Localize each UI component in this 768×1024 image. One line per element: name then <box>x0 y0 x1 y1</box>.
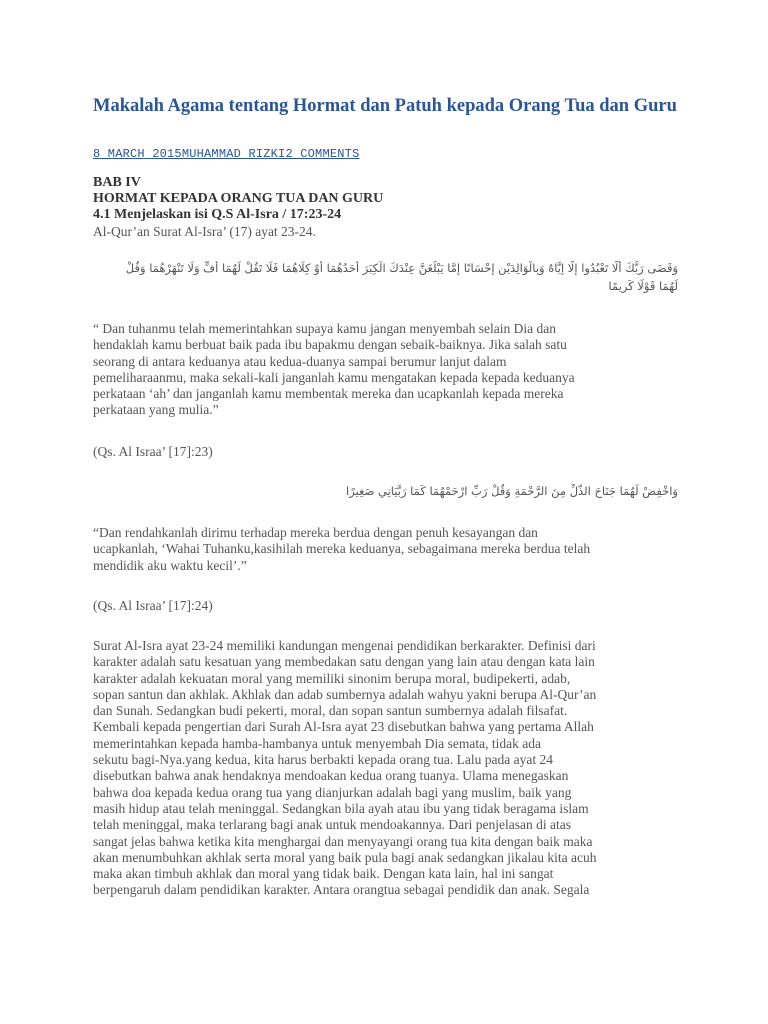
paragraph-line: pemeliharaanmu, maka sekali-kali janganlah kamu mengatakan kepada kepada keduanya <box>93 369 575 385</box>
paragraph-line: “ Dan tuhanmu telah memerintahkan supaya kamu jangan menyembah selain Dia dan <box>93 321 556 336</box>
translation-verse-23 <box>93 321 693 419</box>
paragraph-line: seorang di antara keduanya atau kedua-duanya sampai berumur lanjut dalam <box>93 353 507 369</box>
paragraph-line: telah meninggal, maka terlarang bagi anak untuk mendoakannya. Dari penjelasan di atas <box>93 817 571 833</box>
arabic-verse-24: وَاخْفِضْ لَهُمَا جَنَاحَ الذُّلِّ مِنَ الرَّحْمَةِ وَقُلْ رَبِّ ارْحَمْهُمَا كَمَا رَبَّيَانِي صَغِيرًا <box>346 484 678 498</box>
surah-intro: Al-Qur’an Surat Al-Isra’ (17) ayat 23-24. <box>93 224 316 239</box>
paragraph-line: karakter adalah kekuatan moral yang memiliki sinonim berupa moral, budipekerti, adab, <box>93 670 571 686</box>
paragraph-line: masih hidup atau telah meninggal. Sedangkan bila ayah atau ibu yang tidak beragama islam <box>93 800 589 816</box>
author-link[interactable]: MUHAMMAD RIZKI <box>181 147 286 161</box>
paragraph-line: perkataan ‘ah’ dan janganlah kamu membentak mereka dan ucapkanlah kepada mereka <box>93 386 564 402</box>
paragraph-line: ucapkanlah, ‘Wahai Tuhanku,kasihilah mereka keduanya, sebagaimana mereka berdua telah <box>93 541 591 557</box>
arabic-verse-23-line-1: وَقَضَى رَبُّكَ أَلَّا تَعْبُدُوا إِلَّا إِيَّاهُ وَبِالْوَالِدَيْنِ إِحْسَانًا إِمَّا يَبْلُغَنَّ عِنْدَكَ الْكِبَرَ أَحَدُهُمَا أَوْ كِلَاهُمَا فَلَا تَقُلْ لَهُمَا أُفٍّ وَلَا تَنْهَرْهُمَا وَقُلْ <box>125 261 678 275</box>
paragraph-line: hendaklah kamu berbuat baik pada ibu bapakmu dengan sebaik-baiknya. Jika salah satu <box>93 337 567 353</box>
paragraph-line: Surat Al-Isra ayat 23-24 memiliki kandungan mengenai pendidikan berkarakter. Definisi dari <box>93 638 596 653</box>
paragraph-line: “Dan rendahkanlah dirimu terhadap mereka berdua dengan penuh kesayangan dan <box>93 525 538 540</box>
paragraph-line: sopan santun dan akhlak. Akhlak dan adab sumbernya adalah wahyu yakni berupa Al-Qur’an <box>93 686 597 702</box>
paragraph-line: berpengaruh dalam pendidikan karakter. Antara orangtua sebagai pendidik dan anak. Segala <box>93 882 590 898</box>
paragraph-line: disebutkan bahwa anak hendaknya mendoakan kedua orang tuanya. Ulama menegaskan <box>93 768 569 784</box>
paragraph-line: maka akan timbuh akhlak dan moral yang tidak baik. Dengan kata lain, hal ini sangat <box>93 866 554 882</box>
arabic-verse-23-line-2: لَهُمَا قَوْلًا كَرِيمًا <box>608 279 678 293</box>
paragraph-line: perkataan yang mulia.” <box>93 402 219 418</box>
post-date-link[interactable]: 8 MARCH 2015 <box>93 147 182 161</box>
paragraph-line: sangat jelas bahwa ketika kita menghargai dan menyayangi orang tua kita dengan baik maka <box>93 833 593 849</box>
verse-reference-23: (Qs. Al Israa’ [17]:23) <box>93 444 213 459</box>
paragraph-line: bahwa doa kepada kedua orang tua yang dianjurkan adalah bagi yang muslim, baik yang <box>93 784 572 800</box>
body-paragraph <box>93 638 693 899</box>
paragraph-line: Kembali kepada pengertian dari Surah Al-Isra ayat 23 disebutkan bahwa yang pertama Allah <box>93 719 594 735</box>
section-title: 4.1 Menjelaskan isi Q.S Al-Isra / 17:23-24 <box>93 207 342 222</box>
paragraph-line: karakter adalah satu kesatuan yang membedakan satu dengan yang lain atau dengan kata lain <box>93 654 595 670</box>
bab-heading: BAB IV <box>93 175 141 190</box>
paragraph-line: sekutu bagi-Nya.yang kedua, kita harus berbakti kepada orang tua. Lalu pada ayat 24 <box>93 752 553 768</box>
verse-reference-24: (Qs. Al Israa’ [17]:24) <box>93 598 213 613</box>
chapter-title: HORMAT KEPADA ORANG TUA DAN GURU <box>93 191 384 206</box>
paragraph-line: dan Sunah. Sedangkan budi pekerti, moral, dan sopan santun sumbernya adalah filsafat. <box>93 703 568 719</box>
article-title: Makalah Agama tentang Hormat dan Patuh kepada Orang Tua dan Guru <box>93 96 677 116</box>
post-meta <box>93 147 359 161</box>
paragraph-line: memerintahkan kepada hamba-hambanya untuk menyembah Dia semata, tidak ada <box>93 735 541 751</box>
paragraph-line: mendidik aku waktu kecil’.” <box>93 557 247 573</box>
paragraph-line: akan menumbuhkan akhlak serta moral yang baik pula bagi anak sedangkan jikalau kita acuh <box>93 849 597 865</box>
translation-verse-24 <box>93 525 693 574</box>
comments-link[interactable]: 2 COMMENTS <box>285 147 360 161</box>
